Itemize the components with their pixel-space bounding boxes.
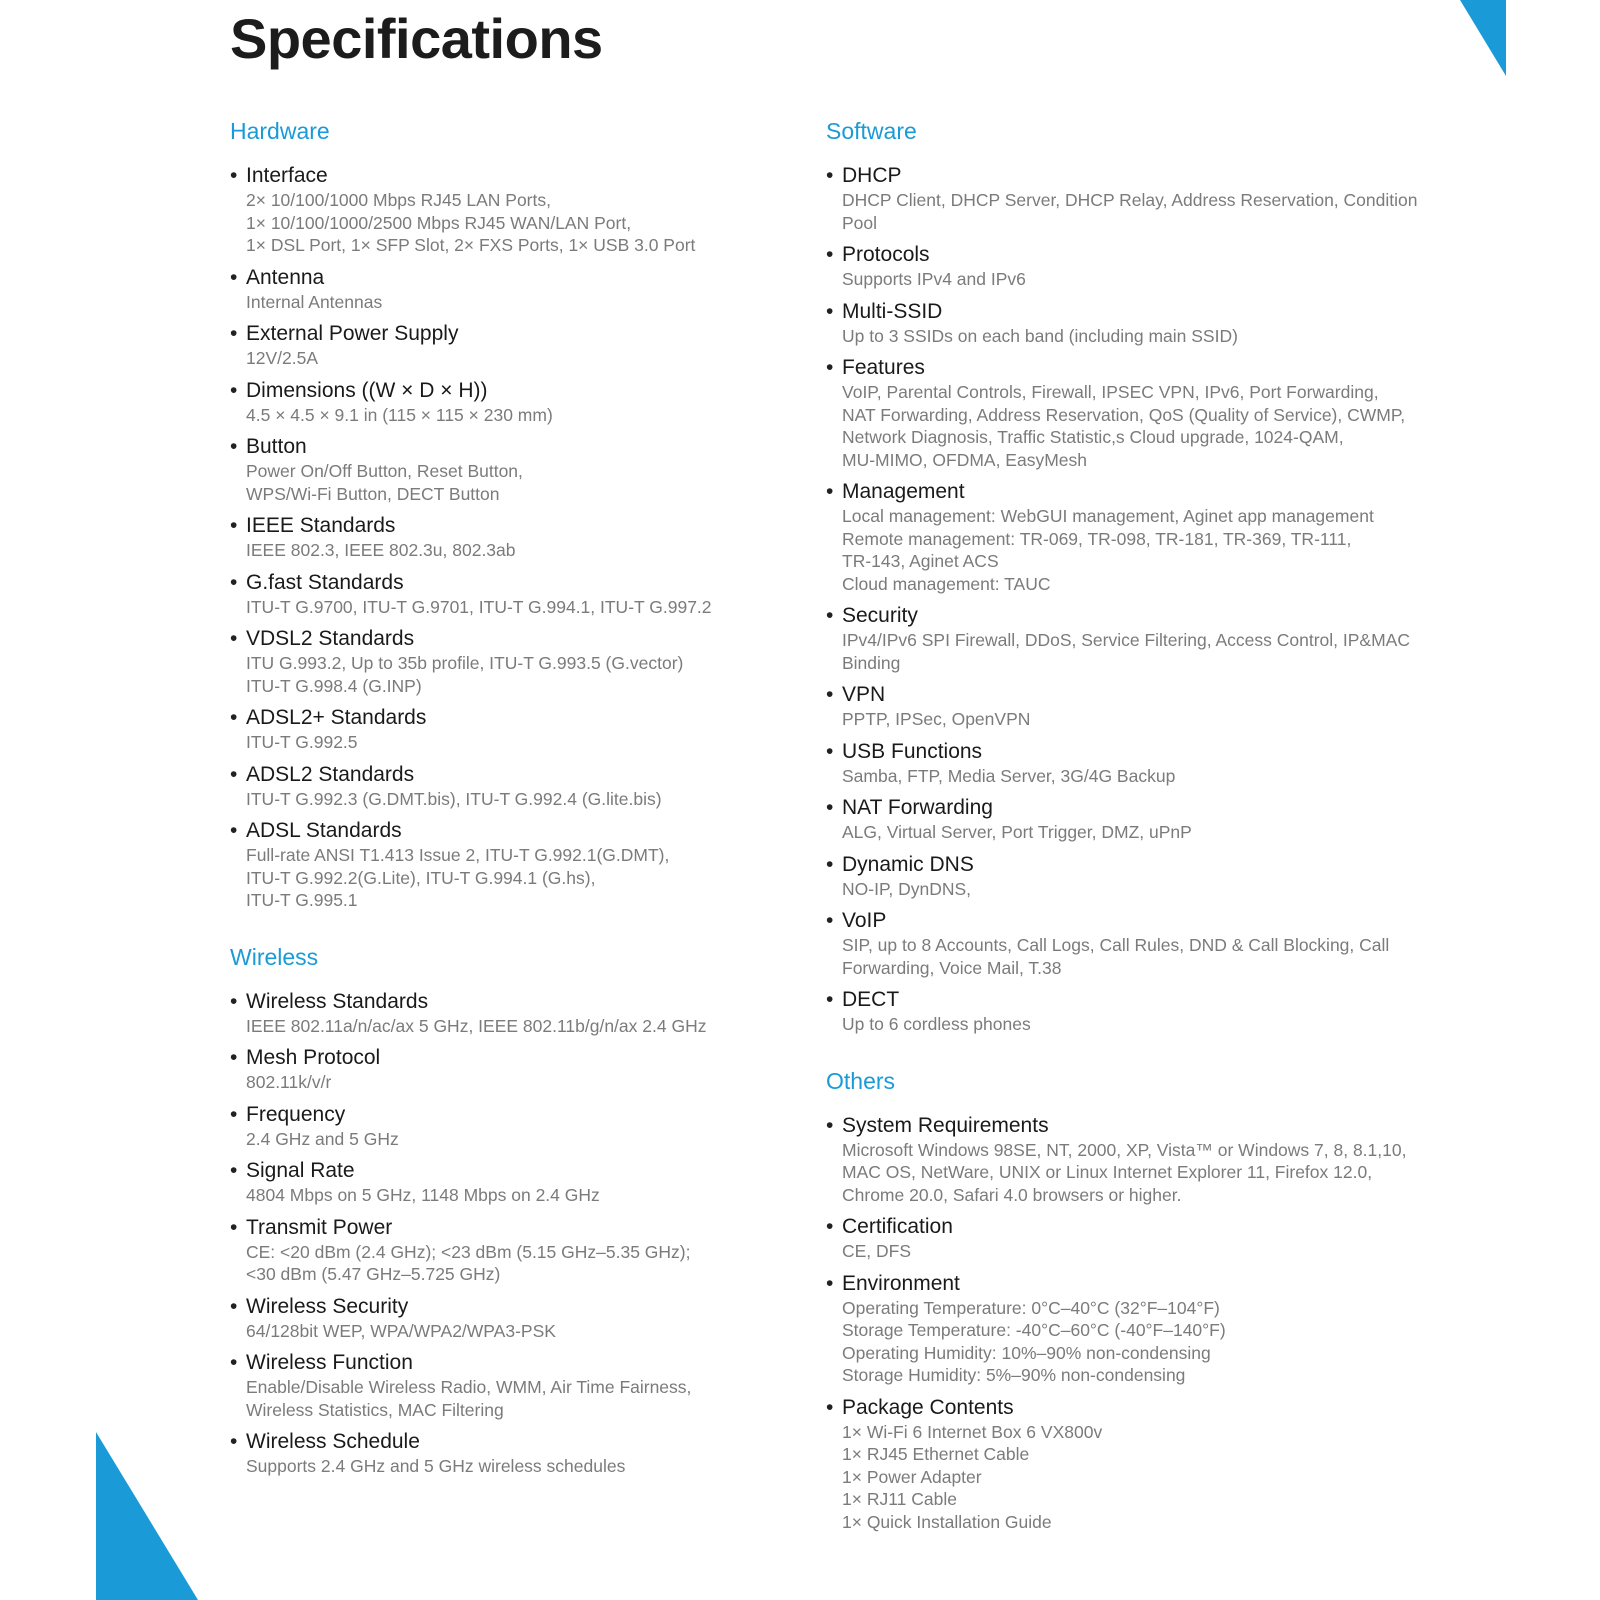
spec-name: Wireless Function xyxy=(246,1351,413,1374)
spec-name: Button xyxy=(246,435,307,458)
hardware-spec-list xyxy=(230,163,770,912)
bullet-icon: • xyxy=(230,762,238,786)
bullet-icon: • xyxy=(826,356,834,379)
spec-item xyxy=(826,355,1466,471)
bullet-icon: • xyxy=(230,435,238,458)
spec-name: ADSL2+ Standards xyxy=(246,706,427,729)
bullet-icon: • xyxy=(230,989,238,1013)
spec-name: Dimensions ((W × D × H)) xyxy=(246,378,488,402)
bullet-icon: • xyxy=(826,988,834,1011)
bullet-icon: • xyxy=(230,265,238,289)
bullet-icon: • xyxy=(230,570,238,594)
spec-name: Wireless Standards xyxy=(246,989,429,1013)
section-title-software: Software xyxy=(826,118,917,144)
spec-name: ADSL Standards xyxy=(246,819,402,842)
spec-name: Environment xyxy=(842,1271,960,1295)
spec-item xyxy=(230,1215,770,1286)
spec-value: 1× Wi-Fi 6 Internet Box 6 VX800v 1× RJ45 Ethernet Cable 1× Power Adapter 1× RJ11 Cable 1× Quick Installation Guide xyxy=(842,1421,1103,1532)
bullet-icon: • xyxy=(826,683,834,706)
bullet-icon: • xyxy=(230,514,238,537)
bullet-icon: • xyxy=(826,1271,834,1295)
spec-value: Local management: WebGUI management, Aginet app management Remote management: TR-069, TR-098, TR-181, TR-369, TR-111, TR-143, Aginet ACS Cloud management: TAUC xyxy=(842,506,1374,594)
spec-value: 4804 Mbps on 5 GHz, 1148 Mbps on 2.4 GHz xyxy=(246,1185,600,1205)
spec-value: ALG, Virtual Server, Port Trigger, DMZ, uPnP xyxy=(842,822,1192,842)
bullet-icon: • xyxy=(230,1294,238,1318)
bullet-icon: • xyxy=(826,480,834,503)
bullet-icon: • xyxy=(230,1102,238,1126)
spec-value: CE: <20 dBm (2.4 GHz); <23 dBm (5.15 GHz–5.35 GHz); <30 dBm (5.47 GHz–5.725 GHz) xyxy=(246,1241,691,1284)
bullet-icon: • xyxy=(826,739,834,763)
spec-name: Frequency xyxy=(246,1102,346,1126)
bullet-icon: • xyxy=(230,322,238,345)
spec-item xyxy=(826,682,1466,731)
spec-name: VoIP xyxy=(842,909,887,932)
spec-name: Security xyxy=(842,604,918,627)
spec-value: Internal Antennas xyxy=(246,291,383,312)
bullet-icon: • xyxy=(826,164,834,187)
spec-value: ITU G.993.2, Up to 35b profile, ITU-T G.993.5 (G.vector) ITU-T G.998.4 (G.INP) xyxy=(246,653,684,696)
spec-name: IEEE Standards xyxy=(246,514,396,537)
spec-value: Microsoft Windows 98SE, NT, 2000, XP, Vista™ or Windows 7, 8, 8.1,10, MAC OS, NetWare, UNIX or Linux Internet Explorer 11, Firefox 12.0, Chrome 20.0, Safari 4.0 browsers or higher. xyxy=(842,1139,1407,1205)
bullet-icon: • xyxy=(230,1046,238,1069)
spec-value: Full-rate ANSI T1.413 Issue 2, ITU-T G.992.1(G.DMT), ITU-T G.992.2(G.Lite), ITU-T G.994.1 (G.hs), ITU-T G.995.1 xyxy=(246,845,670,910)
spec-item xyxy=(230,434,770,505)
spec-item xyxy=(230,570,770,619)
bullet-icon: • xyxy=(230,706,238,729)
spec-value: Samba, FTP, Media Server, 3G/4G Backup xyxy=(842,765,1176,786)
spec-item xyxy=(826,1395,1466,1534)
bullet-icon: • xyxy=(230,627,238,650)
section-title-hardware: Hardware xyxy=(230,118,330,144)
spec-value: ITU-T G.9700, ITU-T G.9701, ITU-T G.994.1, ITU-T G.997.2 xyxy=(246,596,712,617)
bullet-icon: • xyxy=(826,299,834,323)
bullet-icon: • xyxy=(826,852,834,876)
spec-name: DECT xyxy=(842,988,900,1011)
spec-item xyxy=(230,626,770,697)
spec-name: Features xyxy=(842,356,925,379)
wireless-section xyxy=(230,944,770,1478)
spec-name: Signal Rate xyxy=(246,1159,355,1182)
spec-item xyxy=(230,163,770,257)
corner-triangle-decoration xyxy=(1460,0,1506,76)
spec-value: 2× 10/100/1000 Mbps RJ45 LAN Ports, 1× 10/100/1000/2500 Mbps RJ45 WAN/LAN Port, 1× DSL Port, 1× SFP Slot, 2× FXS Ports, 1× USB 3.0 Port xyxy=(246,190,696,255)
software-spec-list xyxy=(826,163,1466,1036)
spec-name: VPN xyxy=(842,683,886,706)
section-title-others: Others xyxy=(826,1067,896,1094)
spec-value: Power On/Off Button, Reset Button, WPS/Wi-Fi Button, DECT Button xyxy=(246,461,523,504)
spec-item xyxy=(826,603,1466,674)
spec-value: 2.4 GHz and 5 GHz xyxy=(246,1128,399,1149)
spec-item xyxy=(826,987,1466,1036)
spec-name: Protocols xyxy=(842,243,930,266)
spec-item xyxy=(230,378,770,427)
spec-value: Up to 6 cordless phones xyxy=(842,1014,1031,1034)
others-section xyxy=(826,1068,1466,1534)
spec-item xyxy=(230,705,770,754)
page-title: Specifications xyxy=(230,7,603,70)
bullet-icon: • xyxy=(826,1395,834,1419)
bullet-icon: • xyxy=(826,909,834,932)
spec-name: System Requirements xyxy=(842,1113,1049,1137)
spec-name: ADSL2 Standards xyxy=(246,762,415,786)
right-column xyxy=(826,118,1466,1541)
spec-item xyxy=(826,1113,1466,1207)
spec-item xyxy=(826,242,1466,291)
bullet-icon: • xyxy=(230,819,238,842)
spec-name: Interface xyxy=(246,164,328,187)
spec-item xyxy=(826,908,1466,979)
spec-item xyxy=(826,739,1466,788)
spec-value: CE, DFS xyxy=(842,1241,912,1261)
spec-item xyxy=(230,989,770,1038)
spec-item xyxy=(230,1429,770,1478)
spec-name: Transmit Power xyxy=(246,1215,393,1239)
spec-item xyxy=(826,479,1466,595)
spec-item xyxy=(230,265,770,314)
spec-value: PPTP, IPSec, OpenVPN xyxy=(842,709,1031,729)
bullet-icon: • xyxy=(230,1215,238,1239)
spec-name: Mesh Protocol xyxy=(246,1046,381,1069)
spec-item xyxy=(826,163,1466,234)
spec-item xyxy=(230,1045,770,1094)
spec-item xyxy=(230,762,770,811)
spec-value: Enable/Disable Wireless Radio, WMM, Air Time Fairness, Wireless Statistics, MAC Filtering xyxy=(246,1377,692,1420)
wireless-spec-list xyxy=(230,989,770,1478)
spec-value: 12V/2.5A xyxy=(246,348,318,368)
spec-name: Wireless Security xyxy=(246,1294,409,1318)
others-spec-list xyxy=(826,1113,1466,1534)
spec-item xyxy=(826,852,1466,901)
bullet-icon: • xyxy=(230,1159,238,1182)
spec-name: External Power Supply xyxy=(246,322,459,345)
spec-value: ITU-T G.992.3 (G.DMT.bis), ITU-T G.992.4 (G.lite.bis) xyxy=(246,788,662,809)
spec-item xyxy=(230,1158,770,1207)
spec-item xyxy=(230,321,770,370)
spec-value: DHCP Client, DHCP Server, DHCP Relay, Address Reservation, Condition Pool xyxy=(842,190,1418,233)
spec-name: Wireless Schedule xyxy=(246,1430,420,1453)
bullet-icon: • xyxy=(826,243,834,266)
spec-name: Dynamic DNS xyxy=(842,852,974,876)
spec-item xyxy=(826,299,1466,348)
bullet-icon: • xyxy=(230,164,238,187)
spec-name: NAT Forwarding xyxy=(842,796,993,819)
hardware-section xyxy=(230,118,770,912)
spec-value: IEEE 802.11a/n/ac/ax 5 GHz, IEEE 802.11b/g/n/ax 2.4 GHz xyxy=(246,1015,707,1036)
spec-value: SIP, up to 8 Accounts, Call Logs, Call Rules, DND & Call Blocking, Call Forwarding, Voice Mail, T.38 xyxy=(842,935,1390,978)
spec-item xyxy=(230,1294,770,1343)
spec-name: Certification xyxy=(842,1215,953,1238)
bullet-icon: • xyxy=(230,378,238,402)
spec-value: ITU-T G.992.5 xyxy=(246,732,358,752)
spec-item xyxy=(826,1271,1466,1387)
spec-name: VDSL2 Standards xyxy=(246,627,415,650)
bullet-icon: • xyxy=(230,1351,238,1374)
spec-value: 64/128bit WEP, WPA/WPA2/WPA3-PSK xyxy=(246,1320,556,1341)
spec-item xyxy=(826,795,1466,844)
spec-value: VoIP, Parental Controls, Firewall, IPSEC VPN, IPv6, Port Forwarding, NAT Forwarding, Address Reservation, QoS (Quality of Service), CWMP, Network Diagnosis, Traffic Statistic,s Cloud upgrade, 1024-QAM, MU-MIMO, OFDMA, EasyMesh xyxy=(842,382,1406,470)
spec-value: 802.11k/v/r xyxy=(246,1072,332,1092)
spec-item xyxy=(230,1102,770,1151)
bullet-icon: • xyxy=(826,1113,834,1137)
bullet-icon: • xyxy=(826,1215,834,1238)
spec-name: Antenna xyxy=(246,265,325,289)
spec-item xyxy=(230,513,770,562)
spec-name: Multi-SSID xyxy=(842,299,943,323)
section-title-wireless: Wireless xyxy=(230,943,319,970)
spec-value: Supports 2.4 GHz and 5 GHz wireless schedules xyxy=(246,1456,626,1476)
spec-name: Package Contents xyxy=(842,1395,1014,1419)
bullet-icon: • xyxy=(826,796,834,819)
spec-value: Supports IPv4 and IPv6 xyxy=(842,269,1026,289)
spec-value: Up to 3 SSIDs on each band (including main SSID) xyxy=(842,325,1238,346)
spec-name: USB Functions xyxy=(842,739,983,763)
bullet-icon: • xyxy=(826,604,834,627)
bullet-icon: • xyxy=(230,1430,238,1453)
spec-value: 4.5 × 4.5 × 9.1 in (115 × 115 × 230 mm) xyxy=(246,404,553,425)
left-column xyxy=(230,118,770,1486)
spec-value: NO-IP, DynDNS, xyxy=(842,878,972,899)
spec-value: IEEE 802.3, IEEE 802.3u, 802.3ab xyxy=(246,540,516,560)
spec-value: IPv4/IPv6 SPI Firewall, DDoS, Service Filtering, Access Control, IP&MAC Binding xyxy=(842,630,1410,673)
spec-name: DHCP xyxy=(842,164,902,187)
spec-item xyxy=(230,818,770,912)
corner-triangle-decoration-bottom xyxy=(96,1432,198,1600)
spec-name: G.fast Standards xyxy=(246,570,404,594)
spec-item xyxy=(826,1214,1466,1263)
spec-name: Management xyxy=(842,480,965,503)
software-section xyxy=(826,118,1466,1036)
spec-item xyxy=(230,1350,770,1421)
spec-value: Operating Temperature: 0°C–40°C (32°F–104°F) Storage Temperature: -40°C–60°C (-40°F–140°F) Operating Humidity: 10%–90% non-condensing Storage Humidity: 5%–90% non-condensing xyxy=(842,1297,1226,1385)
